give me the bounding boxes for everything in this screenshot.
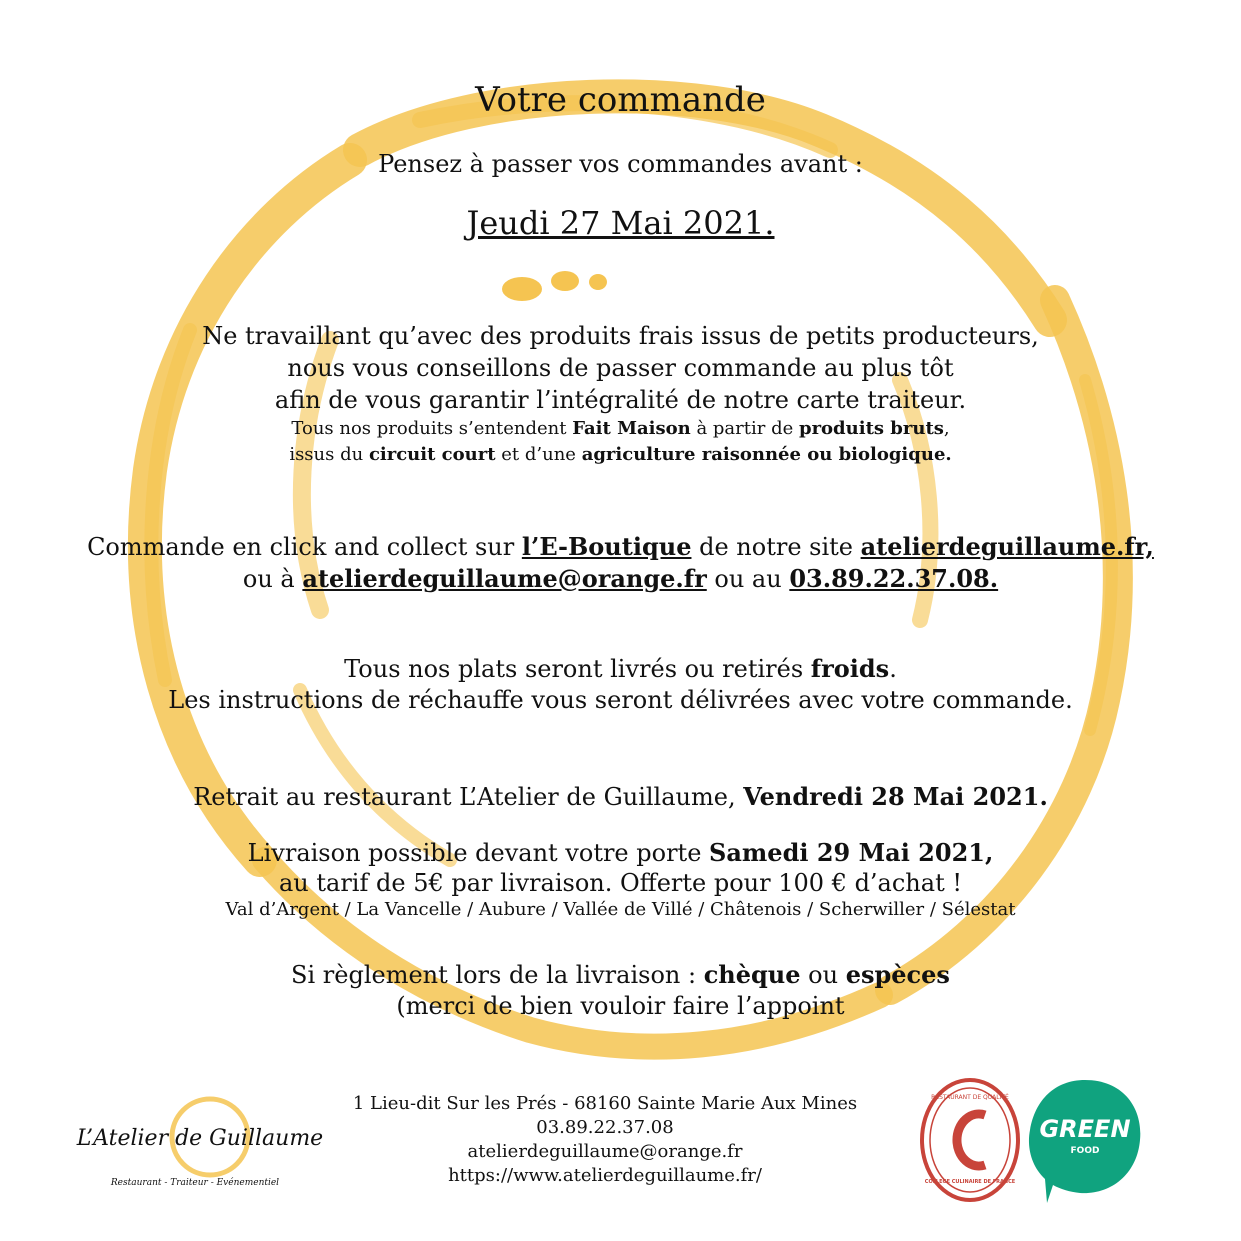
atelier-logo-name: L’Atelier de Guillaume [76,1126,324,1151]
college-logo-bottom: COLLEGE CULINAIRE DE FRANCE [924,1179,1016,1185]
payment-line-2: (merci de bien vouloir faire l’appoint [396,992,845,1020]
fresh-products-line-2: nous vous conseillons de passer commande au plus tôt [287,354,954,382]
fresh-products-line-1: Ne travaillant qu’avec des produits frais issus de petits producteurs, [202,322,1039,350]
college-culinaire-logo [915,1075,1025,1205]
atelier-logo [76,1095,324,1195]
deadline-intro: Pensez à passer vos commandes avant : [378,150,863,178]
eboutique-link[interactable]: l’E-Boutique [521,532,692,561]
pickup-line: Retrait au restaurant L’Atelier de Guillaume, Vendredi 28 Mai 2021. [193,782,1048,811]
green-logo-big: GREEN [1039,1115,1131,1143]
footer-email[interactable]: atelierdeguillaume@orange.fr [467,1141,743,1162]
delivery-areas: Val d’Argent / La Vancelle / Aubure / Vallée de Villé / Châtenois / Scherwiller / Sélestat [225,899,1016,920]
payment-line-1: Si règlement lors de la livraison : chèque ou espèces [291,960,950,989]
contact-order-line: ou à atelierdeguillaume@orange.fr ou au 03.89.22.37.08. [242,564,999,593]
atelier-logo-tagline: Restaurant - Traiteur - Evénementiel [110,1178,280,1188]
short-circuit-line: issus du circuit court et d’une agriculture raisonnée ou biologique. [289,444,952,465]
fresh-products-line-3: afin de vous garantir l’intégralité de notre carte traiteur. [274,386,967,414]
reheat-instructions-line: Les instructions de réchauffe vous seront délivrées avec votre commande. [168,686,1073,714]
college-logo-top: RESTAURANT DE QUALITÉ [931,1094,1009,1101]
website-link[interactable]: atelierdeguillaume.fr, [860,532,1154,561]
green-logo-small: FOOD [1070,1146,1100,1156]
homemade-line: Tous nos produits s’entendent Fait Maison à partir de produits bruts, [291,418,950,439]
phone-link[interactable]: 03.89.22.37.08. [789,564,999,593]
footer-contact [330,1092,880,1188]
cold-delivery-line: Tous nos plats seront livrés ou retirés froids. [344,654,897,683]
delivery-line-2: au tarif de 5€ par livraison. Offerte pour 100 € d’achat ! [278,869,962,897]
page-title: Votre commande [475,80,766,120]
deadline-date: Jeudi 27 Mai 2021. [466,204,775,242]
footer-address: 1 Lieu-dit Sur les Prés - 68160 Sainte Marie Aux Mines [352,1093,858,1114]
footer-phone[interactable]: 03.89.22.37.08 [536,1117,674,1138]
email-link[interactable]: atelierdeguillaume@orange.fr [302,564,707,593]
click-collect-line: Commande en click and collect sur l’E-Boutique de notre site atelierdeguillaume.fr, [87,532,1154,561]
green-food-logo [1025,1075,1145,1205]
delivery-line-1: Livraison possible devant votre porte Samedi 29 Mai 2021, [247,838,994,867]
footer-website[interactable]: https://www.atelierdeguillaume.fr/ [448,1165,762,1186]
